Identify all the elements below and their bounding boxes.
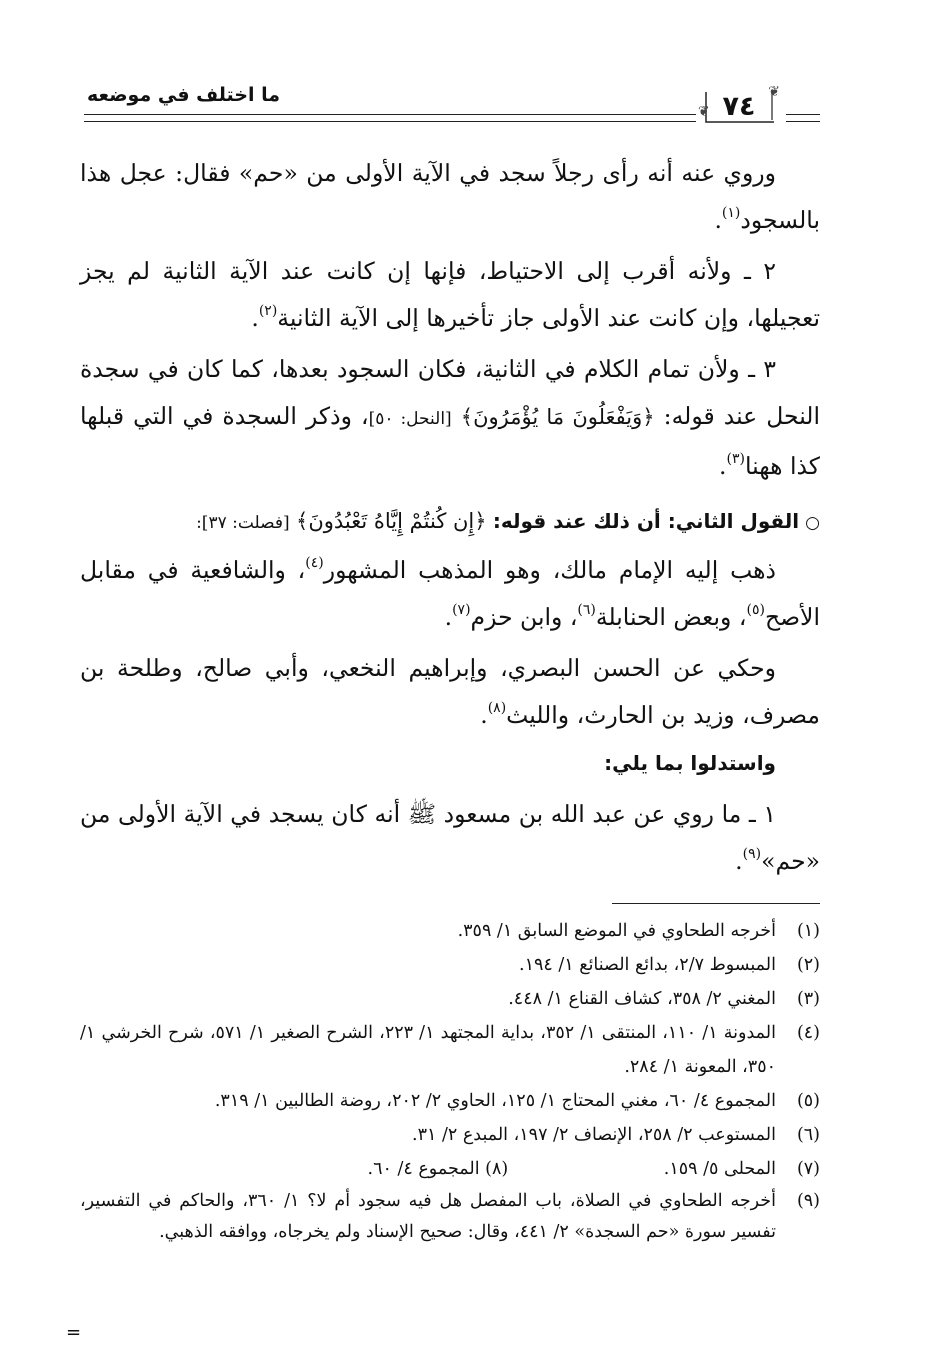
- paragraph-text: ذهب إليه الإمام مالك، وهو المذهب المشهور: [323, 556, 776, 584]
- page-number-badge: [698, 84, 780, 124]
- verse-citation: [فصلت: ٣٧]:: [196, 513, 290, 533]
- footnote-ref: (٩): [742, 846, 762, 862]
- footnote-number: (٣): [796, 989, 820, 1009]
- footnote: [80, 1152, 820, 1186]
- footnote-number: (٤): [796, 1023, 820, 1043]
- footnote-text: المستوعب ٢/ ٢٥٨، الإنصاف ٢/ ١٩٧، المبدع ٢/ ٣١.: [412, 1125, 776, 1145]
- footnote-ref: (٣): [726, 451, 745, 467]
- footnote-number: (١): [796, 921, 820, 941]
- footnote-number: (٥): [796, 1091, 820, 1111]
- header-rule-right-bottom: [786, 121, 820, 122]
- footnote-text: المجموع ٤/ ٦٠، مغني المحتاج ١/ ١٢٥، الحاوي ٢/ ٢٠٢، روضة الطالبين ١/ ٣١٩.: [214, 1091, 776, 1111]
- footnote-text: المبسوط ٢/٧، بدائع الصنائع ١/ ١٩٤.: [519, 955, 776, 975]
- paragraph-text: ، وبعض الحنابلة: [595, 603, 747, 631]
- paragraph-text: ، وذكر السجدة في التي قبلها كذا ههنا: [80, 402, 820, 480]
- floral-ornament-icon: ❦: [698, 104, 710, 120]
- paragraph-text: ٢ ـ ولأنه أقرب إلى الاحتياط، فإنها إن كانت عند الآية الثانية لم يجز تعجيلها، وإن كانت عند الأولى جاز تأخيرها إلى الآية الثانية: [80, 257, 820, 332]
- paragraph: ٣ ـ ولأن تمام الكلام في الثانية، فكان السجود بعدها، كما كان في سجدة النحل عند قوله: ﴿وَيَفْعَلُونَ مَا يُؤْمَرُونَ﴾ [النحل: ٥٠]، وذكر السجدة في التي قبلها كذا ههنا$^{(٣)}$.: [80, 355, 820, 480]
- main-text: [80, 150, 820, 885]
- footnote: [80, 948, 820, 982]
- footnote-text: المحلى ٥/ ١٥٩.: [663, 1159, 776, 1179]
- verse-citation: [النحل: ٥٠]: [368, 409, 452, 429]
- page-header: [0, 0, 944, 140]
- footnote-text: المغني ٢/ ٣٥٨، كشاف القناع ١/ ٤٤٨.: [508, 989, 776, 1009]
- header-rule-right-top: [786, 114, 820, 115]
- paragraph: ١ ـ ما روي عن عبد الله بن مسعود ﷺ أنه كان يسجد في الآية الأولى من «حم»$^{(٩)}$.: [80, 800, 820, 875]
- footnote-text: المجموع ٤/ ٦٠.: [367, 1159, 480, 1179]
- header-rule-top: [84, 114, 696, 115]
- footnote-text: أخرجه الطحاوي في الموضع السابق ١/ ٣٥٩.: [457, 921, 776, 941]
- footnote-number: (٩): [796, 1191, 820, 1211]
- footnote: [80, 1186, 820, 1248]
- footnote-ref: (٢): [258, 303, 278, 319]
- footnote: [80, 1084, 820, 1118]
- quran-verse: ﴿وَيَفْعَلُونَ مَا يُؤْمَرُونَ﴾: [460, 405, 655, 429]
- paragraph-text: وروي عنه أنه رأى رجلاً سجد في الآية الأولى من «حم» فقال: عجل هذا بالسجود: [80, 159, 820, 234]
- paragraph: ذهب إليه الإمام مالك، وهو المذهب المشهور$^{(٤)}$، والشافعية في مقابل الأصح$^{(٥)}$، وبعض الحنابلة$^{(٦)}$، وابن حزم$^{(٧)}$.: [80, 555, 820, 631]
- footnote-number: (٢): [796, 955, 820, 975]
- footnote-text: أخرجه الطحاوي في الصلاة، باب المفصل هل فيه سجود أم لا؟ ١/ ٣٦٠، والحاكم في التفسير، تفسير سورة «حم السجدة» ٢/ ٤٤١، وقال: صحيح الإسناد ولم يخرجاه، ووافقه الذهبي.: [80, 1191, 776, 1242]
- paragraph-text: ، والشافعية في مقابل الأصح: [80, 556, 820, 631]
- header-rule-bottom: [84, 121, 696, 122]
- paragraph: ٢ ـ ولأنه أقرب إلى الاحتياط، فإنها إن كانت عند الآية الثانية لم يجز تعجيلها، وإن كانت عند الأولى جاز تأخيرها إلى الآية الثانية$^{(٢)}$.: [80, 257, 820, 332]
- footnote: [80, 982, 820, 1016]
- footnotes: [80, 914, 820, 1248]
- paragraph-text: ١ ـ ما روي عن عبد الله بن مسعود ﷺ أنه كان يسجد في الآية الأولى من «حم»: [80, 800, 820, 875]
- footnote-number: (٦): [796, 1125, 820, 1145]
- paragraph-text: ٣ ـ ولأن تمام الكلام في الثانية، فكان السجود بعدها، كما كان في سجدة النحل عند قوله:: [80, 355, 820, 430]
- continuation-mark: =: [66, 1322, 82, 1343]
- circle-bullet-icon: ○: [805, 513, 820, 533]
- quran-verse: ﴿إِن كُنتُمْ إِيَّاهُ تَعْبُدُونَ﴾: [296, 509, 487, 533]
- footnote-separator: [612, 903, 820, 904]
- paragraph-text: ، وابن حزم: [470, 603, 578, 631]
- footnote: [80, 1016, 820, 1084]
- footnote-ref: (٤): [305, 555, 324, 571]
- section-heading: [80, 498, 820, 547]
- footnote-ref: (٥): [746, 602, 765, 618]
- subheading-label: واستدلوا بما يلي:: [604, 751, 776, 775]
- page-number: ٧٤: [722, 91, 756, 122]
- footnote: [80, 1118, 820, 1152]
- floral-ornament-icon: ❦: [768, 84, 780, 100]
- footnote-number: (٧): [796, 1159, 820, 1179]
- running-title: ما اختلف في موضعه: [86, 84, 280, 106]
- footnote-number: (٨): [485, 1159, 509, 1179]
- subheading: [80, 739, 820, 787]
- footnote: [80, 914, 820, 948]
- footnote-inline-second: [368, 1152, 509, 1186]
- paragraph: وحكي عن الحسن البصري، وإبراهيم النخعي، وأبي صالح، وطلحة بن مصرف، وزيد بن الحارث، والليث$^{(٨)}$.: [80, 654, 820, 729]
- footnote-ref: (٨): [487, 700, 507, 716]
- footnote-ref: (٧): [452, 602, 471, 618]
- paragraph: وروي عنه أنه رأى رجلاً سجد في الآية الأولى من «حم» فقال: عجل هذا بالسجود$^{(١)}$.: [80, 159, 820, 234]
- footnote-text: المدونة ١/ ١١٠، المنتقى ١/ ٣٥٢، بداية المجتهد ١/ ٢٢٣، الشرح الصغير ١/ ٥٧١، شرح الخرشي ١/ ٣٥٠، المعونة ١/ ٢٨٤.: [80, 1023, 776, 1077]
- footnote-ref: (١): [721, 205, 741, 221]
- section-heading-label: القول الثاني: أن ذلك عند قوله:: [492, 509, 800, 533]
- paragraph-text: وحكي عن الحسن البصري، وإبراهيم النخعي، وأبي صالح، وطلحة بن مصرف، وزيد بن الحارث، والليث: [80, 654, 820, 729]
- footnote-ref: (٦): [577, 602, 596, 618]
